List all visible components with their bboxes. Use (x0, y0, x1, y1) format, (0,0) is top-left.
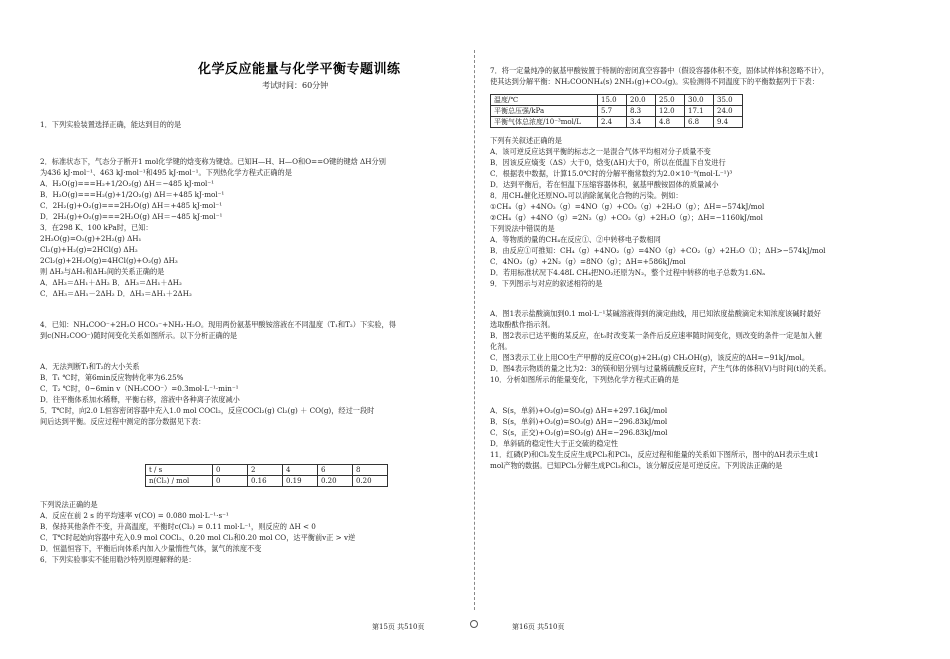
text-line: B．T₁ ℃时，第6min反应物转化率为6.25% (40, 373, 184, 382)
text-line: C．2H₂(g)+O₂(g)===2H₂O(g) ΔH＝+485 kJ·mol⁻¹ (40, 201, 223, 210)
table-cell: 24.0 (714, 106, 743, 117)
text-line: A．ΔH₃＝ΔH₁＋ΔH₂ B．ΔH₃＝ΔH₁＋ΔH₂ (40, 278, 182, 287)
text-line: C．S(s，正交)+O₂(g)=SO₂(g) ΔH=−296.83kJ/mol (490, 428, 668, 437)
text-line: D．若用标准状况下4.48L CH₄把NO₂还原为N₂，整个过程中转移的电子总数为1.6Nₐ (490, 268, 766, 277)
table-cell: 4 (283, 465, 318, 476)
text-line: ②CH₄（g）+4NO（g）=2N₂（g）+CO₂（g）+2H₂O（g）；ΔH=−1160kJ/mol (490, 213, 763, 222)
text-line: 化剂。 (490, 342, 512, 351)
text-line: C．ΔH₃＝ΔH₁－2ΔH₂ D．ΔH₃＝ΔH₁＋2ΔH₂ (40, 289, 192, 298)
text-line: 为436 kJ·mol⁻¹、463 kJ·mol⁻¹和495 kJ·mol⁻¹。下列热化学方程式正确的是 (40, 168, 292, 177)
text-line: D．图4表示物质的量之比为2：3的镁和铝分别与过量稀硫酸反应时，产生气体的体积(V)与时间(t)的关系。 (490, 364, 831, 373)
text-line: Cl₂(g)+H₂(g)=2HCl(g) ΔH₂ (40, 245, 138, 254)
table-cell: 0.16 (248, 476, 283, 487)
text-line: 8．用CH₄催化还原NOₓ可以消除氮氧化合物的污染。例如： (490, 191, 683, 200)
table-cell: 2.4 (598, 117, 627, 128)
text-line: 选取酚酞作指示剂。 (490, 320, 555, 329)
text-line: C．根据表中数据，计算15.0℃时的分解平衡常数约为2.0×10⁻⁹(mol·L⁻¹)³ (490, 169, 733, 178)
table-cell: 6 (318, 465, 353, 476)
text-line: A．H₂O(g)===H₂+1/2O₂(g) ΔH＝−485 kJ·mol⁻¹ (40, 179, 215, 188)
table-row (146, 476, 388, 487)
text-line: C．4NO₂（g）+2N₂（g）=8NO（g）；ΔH=+586kJ/mol (490, 257, 686, 266)
table-cell: 平衡总压强/kPa (491, 106, 598, 117)
text-line: B．因该反应熵变（ΔS）大于0，焓变(ΔH)大于0，所以在低温下自发进行 (490, 158, 726, 167)
table-cell: 15.0 (598, 95, 627, 106)
table-cell: 3.4 (627, 117, 656, 128)
table-cell: 平衡气体总浓度/10⁻³mol/L (491, 117, 598, 128)
table-cell: 8.3 (627, 106, 656, 117)
text-line: D．单斜硫的稳定性大于正交硫的稳定性 (490, 439, 618, 448)
table-cell: 温度/℃ (491, 95, 598, 106)
table-row (146, 465, 388, 476)
text-line: 下列有关叙述正确的是 (490, 136, 562, 145)
text-line: 间后达到平衡。反应过程中测定的部分数据见下表： (40, 417, 206, 426)
text-line: 到c(NH₂COO⁻)随时间变化关系如图所示。以下分析正确的是 (40, 331, 238, 340)
table-cell: 0 (213, 476, 248, 487)
text-line: A．该可逆反应达到平衡的标志之一是混合气体平均相对分子质量不变 (490, 147, 711, 156)
table-cell: 0.20 (318, 476, 353, 487)
table-cell: 5.7 (598, 106, 627, 117)
table-row (491, 106, 743, 117)
text-line: B．H₂O(g)===H₂(g)+1/2O₂(g) ΔH＝+485 kJ·mol⁻¹ (40, 190, 225, 199)
text-line: B．S(s，单斜)+O₂(g)=SO₂(g) ΔH=−296.83kJ/mol (490, 417, 668, 426)
table-cell: 8 (353, 465, 388, 476)
left-page (40, 0, 460, 659)
table-cell: 2 (248, 465, 283, 476)
text-line: 5．T℃时，向2.0 L恒容密闭容器中充入1.0 mol COCl₂，反应COCl₂(g) Cl₂(g) ＋ CO(g)，经过一段时 (40, 406, 375, 415)
table-cell: 35.0 (714, 95, 743, 106)
exam-time: 考试时间：60分钟 (262, 81, 329, 90)
text-line: D．达到平衡后，若在恒温下压缩容器体积，氨基甲酸铵固体的质量减小 (490, 180, 719, 189)
text-line: A．图1表示盐酸滴加到0.1 mol·L⁻¹某碱溶液得到的滴定曲线，用已知浓度盐酸滴定未知浓度该碱时最好 (490, 309, 821, 318)
table-cell: 25.0 (656, 95, 685, 106)
table-cell: 9.4 (714, 117, 743, 128)
text-line: 1．下列实验装置选择正确，能达到目的的是 (40, 120, 182, 129)
table-cell: 6.8 (685, 117, 714, 128)
text-line: 4．已知：NH₄COO⁻+2H₂O HCO₃⁻+NH₃·H₂O。现用两份氨基甲酸铵溶液在不同温度（T₁和T₂）下实验，得 (40, 320, 396, 329)
text-line: C．T℃时起始向容器中充入0.9 mol COCl₂、0.20 mol Cl₂和0.20 mol CO，达平衡前v正 > v逆 (40, 533, 356, 542)
text-line: D．往平衡体系加水稀释，平衡右移，溶液中各种离子浓度减小 (40, 395, 240, 404)
text-line: A．等物质的量的CH₄在反应①、②中转移电子数相同 (490, 235, 661, 244)
text-line: B．由反应①可推知：CH₄（g）+4NO₂（g）=4NO（g）+CO₂（g）+2H₂O（l）；ΔH>−574kJ/mol (490, 246, 826, 255)
text-line: 2．标准状态下，气态分子断开1 mol化学键的焓变称为键焓。已知H—H、H—O和O==O键的键焓 ΔH分别 (40, 157, 386, 166)
equilibrium-data-table (490, 94, 743, 128)
table-cell: 4.8 (656, 117, 685, 128)
text-line: 9．下列图示与对应的叙述相符的是 (490, 279, 603, 288)
right-page-footer: 第16页 共510页 (512, 623, 565, 631)
text-line: 10．分析如图所示的能量变化，下列热化学方程式正确的是 (490, 375, 679, 384)
text-line: 7．将一定量纯净的氨基甲酸铵置于特制的密闭真空容器中（假设容器体积不变，固体试样体积忽略不计）， (490, 66, 829, 75)
text-line: ①CH₄（g）+4NO₂（g）=4NO（g）+CO₂（g）+2H₂O（g）；ΔH=−574kJ/mol (490, 202, 765, 211)
center-circle-icon (470, 620, 478, 628)
text-line: 2H₂O(g)=O₂(g)+2H₂(g) ΔH₁ (40, 234, 142, 243)
text-line: 使其达到分解平衡：NH₂COONH₄(s) 2NH₃(g)+CO₂(g)。实验测得不同温度下的平衡数据列于下表： (490, 77, 819, 86)
text-line: 则 ΔH₃与ΔH₁和ΔH₂间的关系正确的是 (40, 267, 165, 276)
text-line: A．反应在前 2 s 的平均速率 v(CO) = 0.080 mol·L⁻¹·s⁻¹ (40, 511, 229, 520)
text-line: 下列说法中错误的是 (490, 224, 555, 233)
text-line: 11．红磷(P)和Cl₂发生反应生成PCl₃和PCl₅，反应过程和能量的关系如下图所示，图中的ΔH表示生成1 (490, 450, 819, 459)
page-title: 化学反应能量与化学平衡专题训练 (198, 62, 401, 77)
text-line: 6．下列实验事实不能用勒沙特列原理解释的是： (40, 555, 196, 564)
table-cell: t / s (146, 465, 213, 476)
text-line: 下列说法正确的是 (40, 500, 98, 509)
table-cell: n(Cl₂) / mol (146, 476, 213, 487)
left-page-footer: 第15页 共510页 (372, 623, 425, 631)
right-page (490, 0, 920, 659)
text-line: D．2H₂(g)+O₂(g)===2H₂O(g) ΔH＝−485 kJ·mol⁻¹ (40, 212, 223, 221)
table-cell: 30.0 (685, 95, 714, 106)
table-cell: 0.20 (353, 476, 388, 487)
text-line: C．图3表示工业上用CO生产甲醇的反应CO(g)+2H₂(g) CH₃OH(g)，该反应的ΔH=−91kJ/mol。 (490, 353, 810, 362)
text-line: mol产物的数据。已知PCl₅分解生成PCl₃和Cl₂，该分解反应是可逆反应。下列说法正确的是 (490, 461, 783, 470)
text-line: A．S(s，单斜)+O₂(g)=SO₂(g) ΔH=+297.16kJ/mol (490, 406, 668, 415)
text-line: B．图2表示已达平衡的某反应，在t₀时改变某一条件后反应速率随时间变化，则改变的条件一定是加入催 (490, 331, 822, 340)
table-row (491, 117, 743, 128)
table-cell: 0 (213, 465, 248, 476)
text-line: C．T₂ ℃时，0~6min v（NH₂COO⁻）=0.3mol·L⁻¹·min⁻¹ (40, 384, 239, 393)
table-row (491, 95, 743, 106)
text-line: A．无法判断T₁和T₂的大小关系 (40, 362, 140, 371)
cl2-data-table (145, 464, 388, 487)
page-divider (474, 50, 475, 610)
text-line: 2Cl₂(g)+2H₂O(g)=4HCl(g)+O₂(g) ΔH₃ (40, 256, 178, 265)
text-line: D．恒温恒容下，平衡后向体系内加入少量惰性气体，氯气的浓度不变 (40, 544, 262, 553)
text-line: B．保持其他条件不变，升高温度，平衡时c(Cl₂) = 0.11 mol·L⁻¹，则反应的 ΔH < 0 (40, 522, 316, 531)
text-line: 3．在298 K、100 kPa时，已知： (40, 223, 153, 232)
table-cell: 17.1 (685, 106, 714, 117)
table-cell: 0.19 (283, 476, 318, 487)
table-cell: 12.0 (656, 106, 685, 117)
table-cell: 20.0 (627, 95, 656, 106)
